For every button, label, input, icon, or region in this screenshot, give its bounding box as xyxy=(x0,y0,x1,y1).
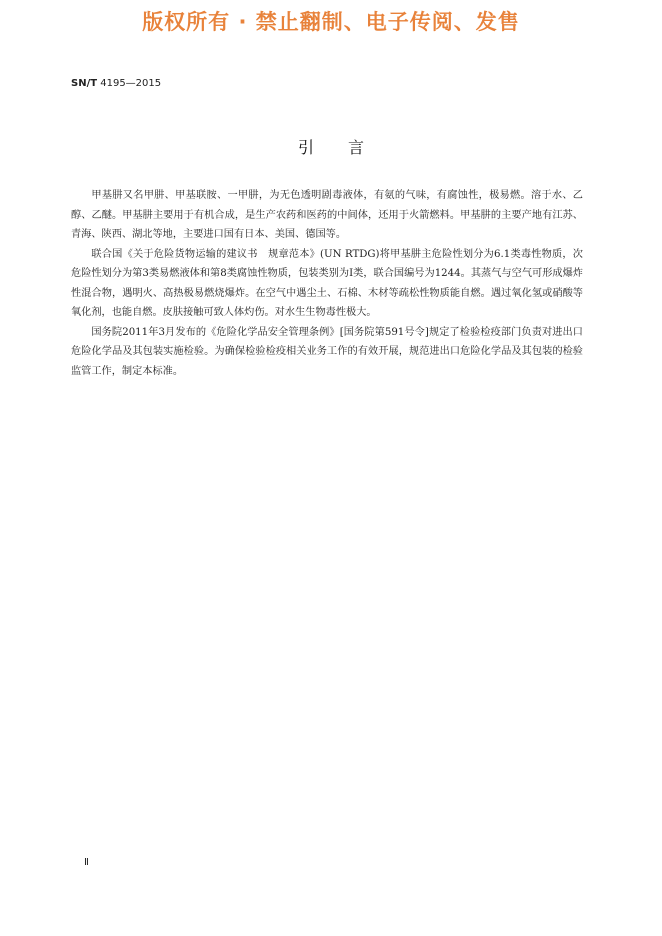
page-title: 引言 xyxy=(297,138,398,157)
standard-code xyxy=(71,78,161,89)
paragraph: 甲基肼又名甲肼、甲基联胺、一甲肼，为无色透明剧毒液体，有氨的气味，有腐蚀性，极易燃。溶于水、乙醇、乙醚。甲基肼主要用于有机合成，是生产农药和医药的中间体，还用于火箭燃料。甲基肼的主要产地有江苏、青海、陕西、湖北等地，主要进口国有日本、美国、德国等。 xyxy=(71,190,583,240)
introduction-body xyxy=(71,186,583,381)
standard-number: 4195—2015 xyxy=(100,78,162,89)
copyright-watermark: 版权所有 · 禁止翻制、电子传阅、发售 xyxy=(142,10,520,34)
paragraph: 联合国《关于危险货物运输的建议书 规章范本》(UN RTDG)将甲基肼主危险性划分为6.1类毒性物质，次危险性划分为第3类易燃液体和第8类腐蚀性物质，包装类别为Ⅰ类，联合国编号为1244。其蒸气与空气可形成爆炸性混合物，遇明火、高热极易燃烧爆炸。在空气中遇尘土、石棉、木材等疏松性物质能自燃。遇过氧化氢或硝酸等氧化剂，也能自燃。皮肤接触可致人体灼伤。对水生生物毒性极大。 xyxy=(71,248,583,318)
paragraph: 国务院2011年3月发布的《危险化学品安全管理条例》[国务院第591号令]规定了检验检疫部门负责对进出口危险化学品及其包装实施检验。为确保检验检疫相关业务工作的有效开展，规范进出口危险化学品及其包装的检验监管工作，制定本标准。 xyxy=(71,326,583,377)
standard-prefix: SN/T xyxy=(71,78,98,89)
page-number: Ⅱ xyxy=(84,857,89,868)
